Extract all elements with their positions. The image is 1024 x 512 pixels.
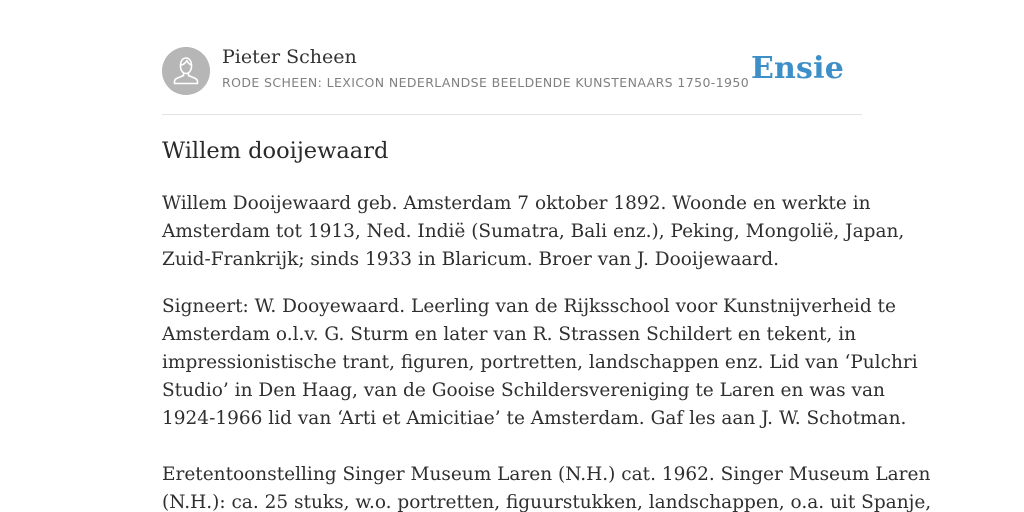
paragraph-line: Zuid-Frankrijk; sinds 1933 in Blaricum. Broer van J. Dooijewaard. (162, 249, 779, 270)
paragraph-line: (N.H.): ca. 25 stuks, w.o. portretten, figuurstukken, landschappen, o.a. uit Spanje, (162, 492, 932, 512)
article-paragraph (162, 190, 905, 274)
user-icon[interactable] (162, 47, 210, 95)
source-title[interactable]: RODE SCHEEN: LEXICON NEDERLANDSE BEELDENDE KUNSTENAARS 1750-1950 (222, 75, 750, 90)
paragraph-line: Willem Dooijewaard geb. Amsterdam 7 oktober 1892. Woonde en werkte in (162, 193, 871, 214)
paragraph-line: Signeert: W. Dooyewaard. Leerling van de Rijksschool voor Kunstnijverheid te (162, 296, 896, 317)
ensie-logo[interactable]: Ensie (750, 51, 844, 86)
paragraph-line: Studio’ in Den Haag, van de Gooise Schildersvereniging te Laren en was van (162, 380, 885, 401)
article-paragraph (162, 461, 932, 512)
paragraph-line: Amsterdam tot 1913, Ned. Indië (Sumatra, Bali enz.), Peking, Mongolië, Japan, (162, 221, 905, 242)
header (162, 46, 862, 115)
article-title: Willem dooijewaard (162, 138, 389, 164)
paragraph-line: 1924-1966 lid van ‘Arti et Amicitiae’ te Amsterdam. Gaf les aan J. W. Schotman. (162, 408, 907, 429)
paragraph-line: impressionistische trant, figuren, portretten, landschappen enz. Lid van ‘Pulchri (162, 352, 918, 373)
author-name[interactable]: Pieter Scheen (222, 46, 357, 68)
article-paragraph (162, 293, 918, 433)
paragraph-line: Amsterdam o.l.v. G. Sturm en later van R. Strassen Schildert en tekent, in (162, 324, 857, 345)
paragraph-line: Eretentoonstelling Singer Museum Laren (N.H.) cat. 1962. Singer Museum Laren (162, 464, 931, 485)
